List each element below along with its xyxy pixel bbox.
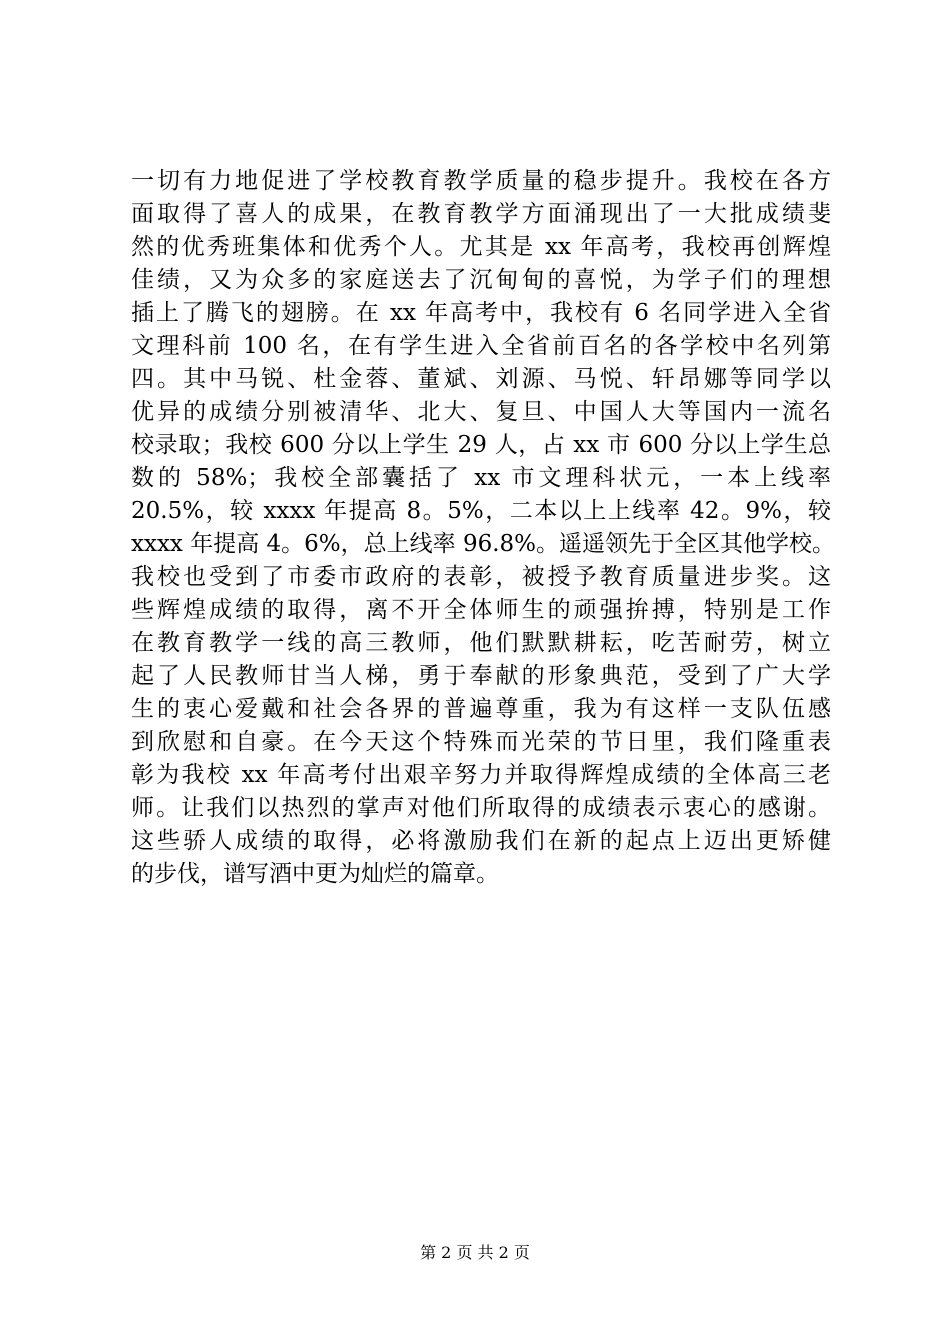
text-line: 师。让我们以热烈的掌声对他们所取得的成绩表示衷心的感谢。 [131,795,831,821]
text-line: 一切有力地促进了学校教育教学质量的稳步提升。我校在各方 [131,168,831,194]
text-line: 佳绩，又为众多的家庭送去了沉甸甸的喜悦，为学子们的理想 [131,267,831,293]
text-line-last: 的步伐，谱写酒中更为灿烂的篇章。 [131,861,499,887]
text-line: 优异的成绩分别被清华、北大、复旦、中国人大等国内一流名 [131,399,831,425]
text-line: 校录取；我校 600 分以上学生 29 人，占 xx 市 600 分以上学生总 [131,432,831,458]
text-line: 些辉煌成绩的取得，离不开全体师生的顽强拚搏，特别是工作 [131,597,831,623]
text-line: 面取得了喜人的成果，在教育教学方面涌现出了一大批成绩斐 [131,201,831,227]
text-line: 彰为我校 xx 年高考付出艰辛努力并取得辉煌成绩的全体高三老 [131,762,831,788]
body-paragraph [131,165,836,891]
text-line: 插上了腾飞的翅膀。在 xx 年高考中，我校有 6 名同学进入全省 [131,300,831,326]
text-line: 在教育教学一线的高三教师，他们默默耕耘，吃苦耐劳，树立 [131,630,831,656]
text-line: 起了人民教师甘当人梯，勇于奉献的形象典范，受到了广大学 [131,663,831,689]
text-line: 数的 58%；我校全部囊括了 xx 市文理科状元，一本上线率 [131,465,831,491]
text-line: 生的衷心爱戴和社会各界的普遍尊重，我为有这样一支队伍感 [131,696,831,722]
text-line: 到欣慰和自豪。在今天这个特殊而光荣的节日里，我们隆重表 [131,729,831,755]
page-number-footer: 第 2 页 共 2 页 [420,1243,530,1262]
text-line: 文理科前 100 名，在有学生进入全省前百名的各学校中名列第 [131,333,831,359]
text-line: xxxx 年提高 4。6%，总上线率 96.8%。遥遥领先于全区其他学校。 [131,531,836,557]
text-line: 然的优秀班集体和优秀个人。尤其是 xx 年高考，我校再创辉煌 [131,234,831,260]
text-line: 这些骄人成绩的取得，必将激励我们在新的起点上迈出更矫健 [131,828,831,854]
text-line: 四。其中马锐、杜金蓉、董斌、刘源、马悦、轩昂娜等同学以 [131,366,831,392]
text-line: 20.5%，较 xxxx 年提高 8。5%，二本以上上线率 42。9%，较 [131,498,831,524]
text-line: 我校也受到了市委市政府的表彰，被授予教育质量进步奖。这 [131,564,831,590]
